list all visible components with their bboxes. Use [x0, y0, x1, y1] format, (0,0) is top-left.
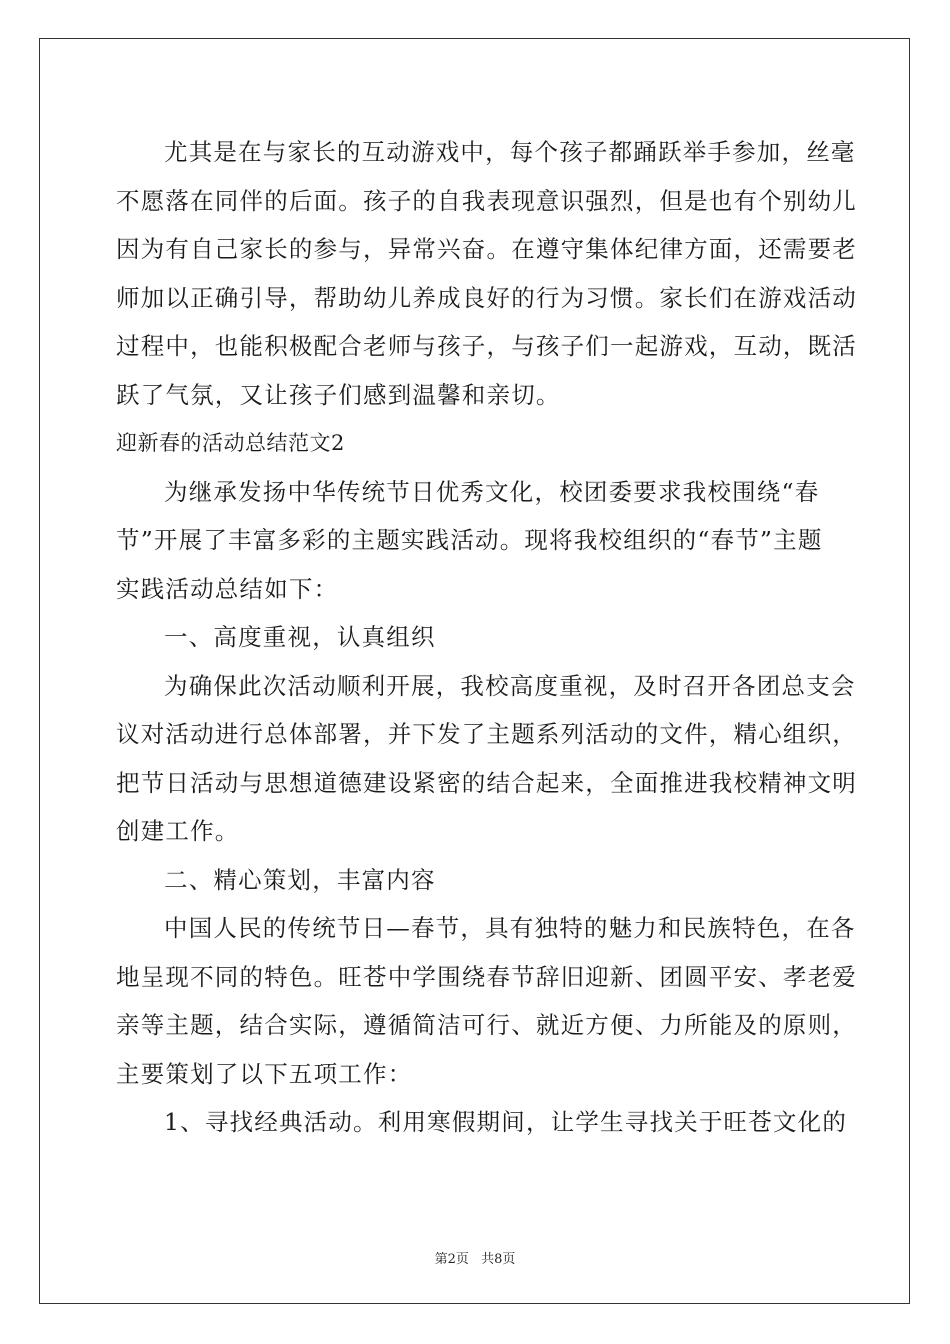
paragraph-line: 因为有自己家长的参与，异常兴奋。在遵守集体纪律方面，还需要老 [116, 235, 857, 263]
paragraph-line: 亲等主题，结合实际，遵循简洁可行、就近方便、力所能及的原则， [116, 1011, 857, 1039]
paragraph-line: 为继承发扬中华传统节日优秀文化，校团委要求我校围绕“春 [164, 477, 820, 506]
page-number: 第2页 [434, 1252, 469, 1267]
paragraph-line: 过程中，也能积极配合老师与孩子，与孩子们一起游戏，互动，既活 [116, 332, 857, 360]
subheading: 一、高度重视，认真组织 [164, 623, 436, 651]
document-body [116, 128, 857, 1147]
section-title: 迎新春的活动总结范文2 [116, 431, 345, 455]
paragraph-line: 节”开展了丰富多彩的主题实践活动。现将我校组织的“春节”主题 [116, 526, 823, 554]
paragraph-line: 主要策划了以下五项工作： [116, 1059, 413, 1088]
paragraph-line: 师加以正确引导，帮助幼儿养成良好的行为习惯。家长们在游戏活动 [116, 283, 857, 312]
paragraph-line: 议对活动进行总体部署，并下发了主题系列活动的文件，精心组织， [116, 720, 857, 748]
paragraph-line: 实践活动总结如下： [116, 574, 339, 603]
paragraph-line: 中国人民的传统节日—春节，具有独特的魅力和民族特色，在各 [164, 914, 856, 942]
subheading: 二、精心策划，丰富内容 [164, 865, 436, 894]
paragraph-line: 创建工作。 [116, 817, 240, 845]
paragraph-line: 为确保此次活动顺利开展，我校高度重视，及时召开各团总支会 [164, 671, 856, 700]
paragraph-line: 地呈现不同的特色。旺苍中学围绕春节辞旧迎新、团圆平安、孝老爱 [116, 962, 857, 991]
page-footer [0, 1248, 950, 1267]
paragraph-line: 尤其是在与家长的互动游戏中，每个孩子都踊跃举手参加，丝毫 [164, 138, 856, 166]
paragraph-line: 不愿落在同伴的后面。孩子的自我表现意识强烈，但是也有个别幼儿 [116, 186, 857, 215]
paragraph-line: 跃了气氛，又让孩子们感到温馨和亲切。 [116, 380, 561, 409]
page-total: 共8页 [481, 1252, 516, 1267]
paragraph-line: 1、寻找经典活动。利用寒假期间，让学生寻找关于旺苍文化的 [164, 1108, 848, 1136]
paragraph-line: 把节日活动与思想道德建设紧密的结合起来，全面推进我校精神文明 [116, 768, 857, 797]
